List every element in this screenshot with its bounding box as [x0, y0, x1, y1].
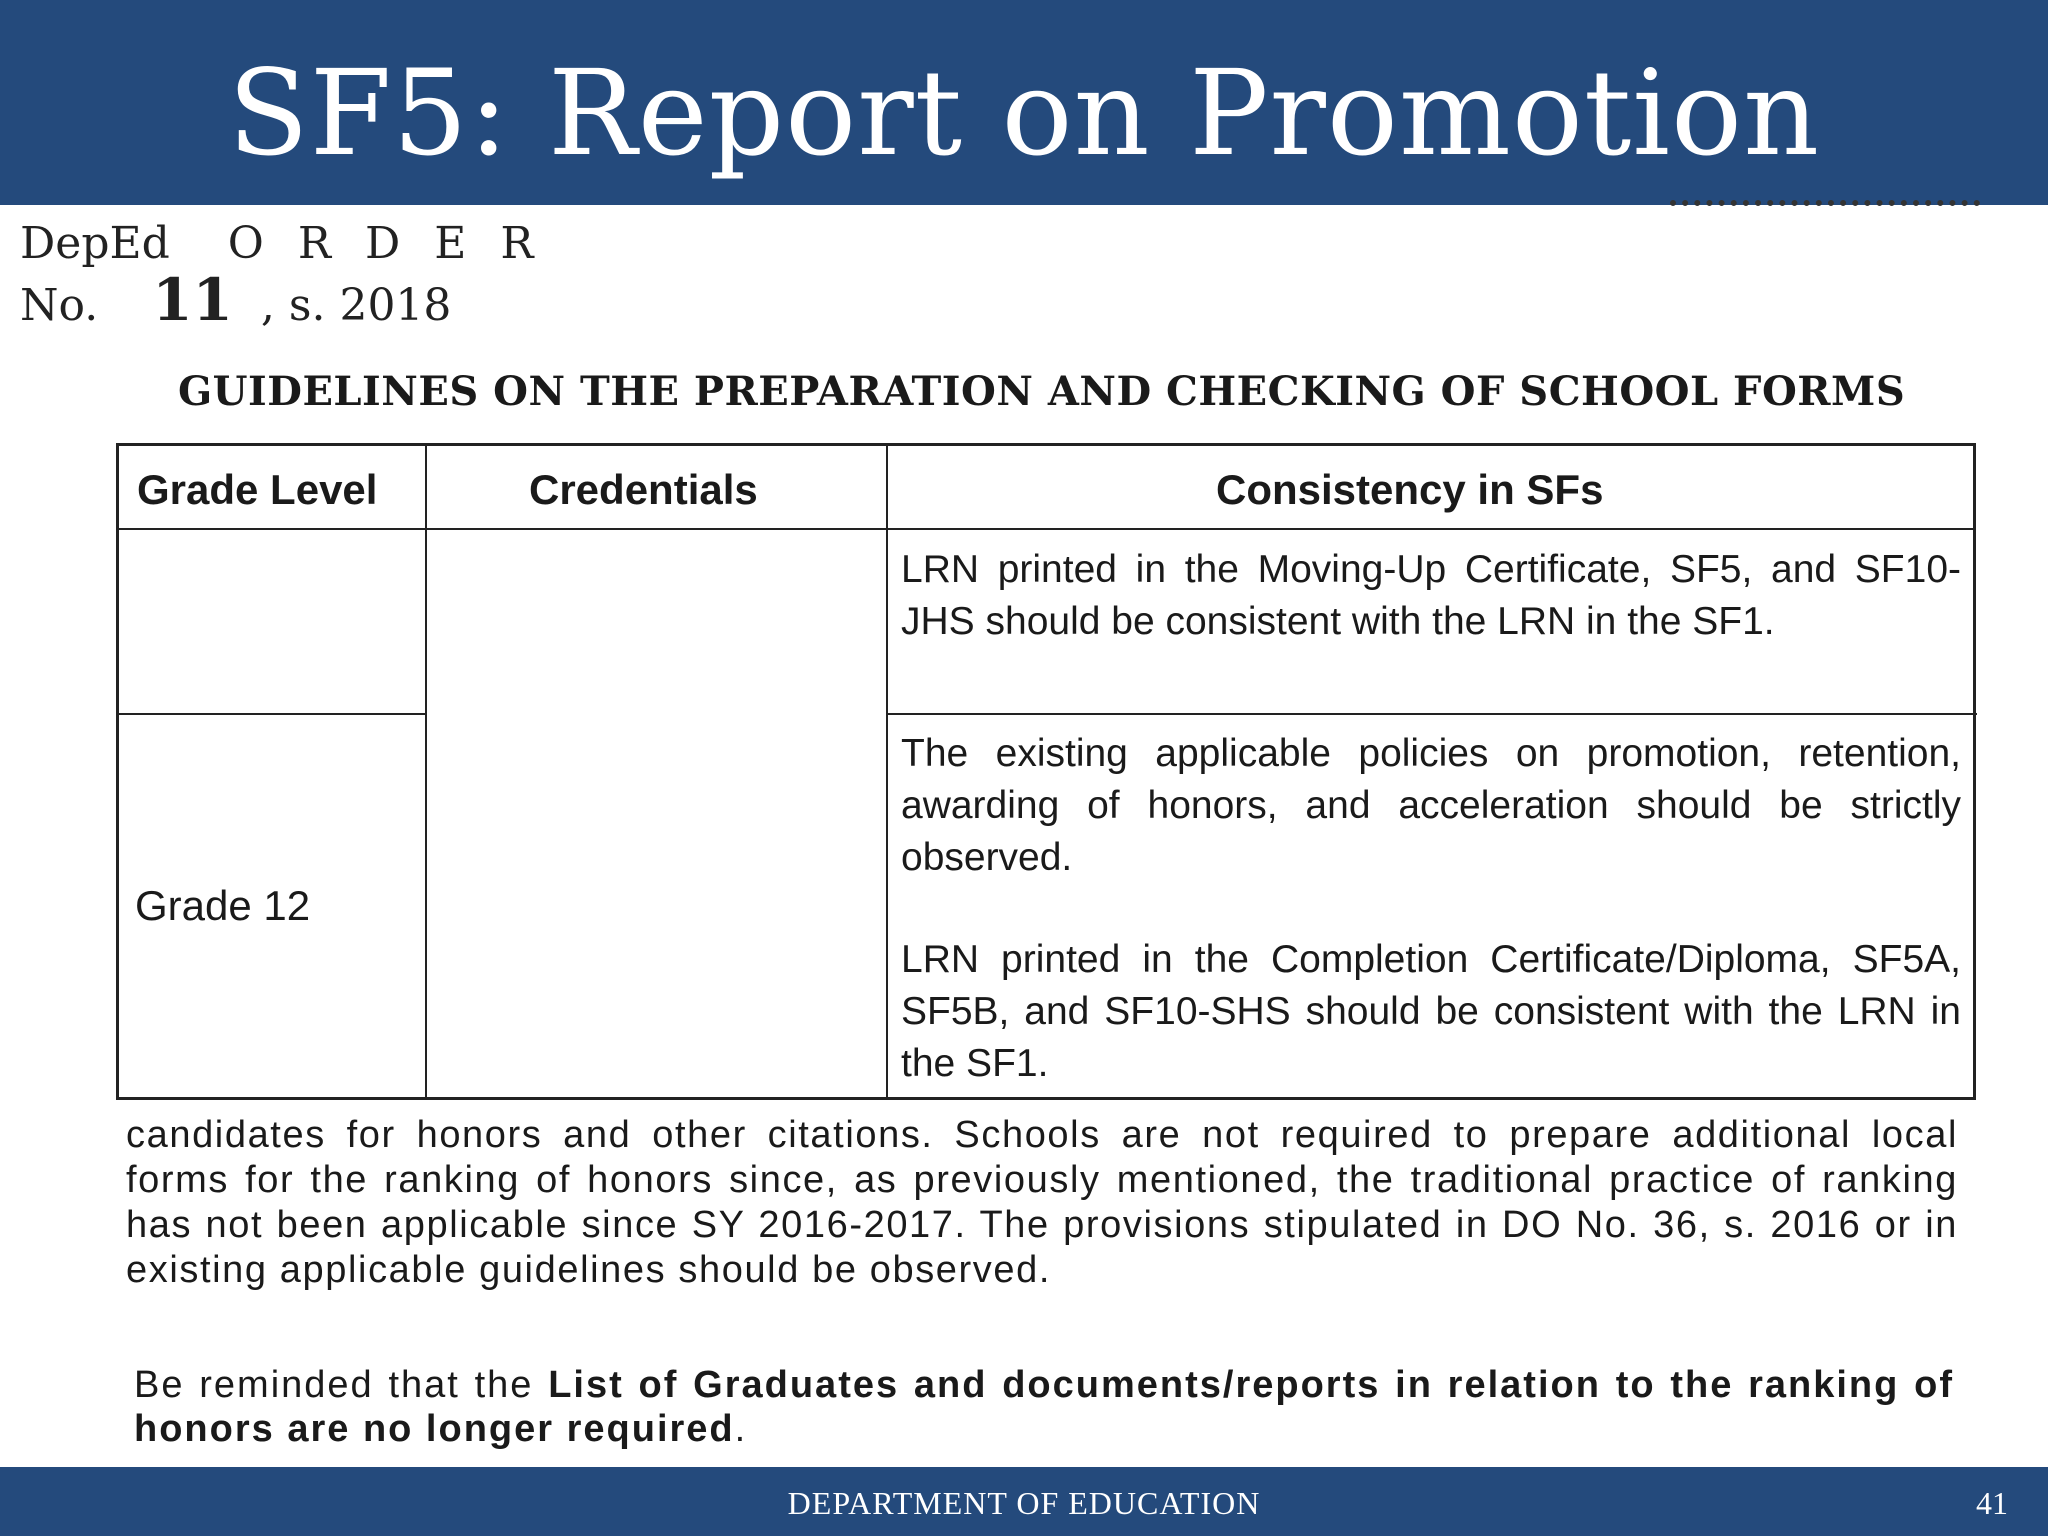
deped-order-block [20, 216, 543, 334]
reminder-bold: List of Graduates and documents/reports in relation to the ranking of honors are no longer required [134, 1364, 1954, 1450]
order-line-2 [20, 266, 543, 334]
col-divider-1 [425, 446, 427, 1097]
row2-grade: Grade 12 [135, 882, 311, 929]
reminder-suffix: . [734, 1408, 748, 1450]
row2-consistency-policies: The existing applicable policies on promotion, retention, awarding of honors, and acceleration should be strictly observed. [901, 732, 1961, 879]
honors-paragraph: candidates for honors and other citations. Schools are not required to prepare additional local forms for the ranking of honors since, as previously mentioned, the traditional practice of ranking has not been applicable since SY 2016-2017. The provisions stipulated in DO No. 36, s. 2016 or in existing applicable guidelines should be observed. [126, 1114, 1958, 1291]
header-consistency: Consistency in SFs [1216, 466, 1604, 513]
order-line-1 [20, 216, 543, 272]
footer-banner [0, 1467, 2048, 1536]
consistency-row-divider [886, 713, 1977, 715]
footer-department: DEPARTMENT OF EDUCATION [787, 1485, 1261, 1521]
reminder-paragraph [134, 1363, 1954, 1451]
title-banner [0, 0, 2048, 205]
header-grade-level: Grade Level [137, 466, 378, 513]
col-divider-2 [886, 446, 888, 1097]
header-credentials: Credentials [529, 466, 758, 513]
header-divider [119, 528, 1973, 530]
row2-consistency-lrn: LRN printed in the Completion Certificate/Diploma, SF5A, SF5B, and SF10-SHS should be consistent with the LRN in the SF1. [901, 938, 1961, 1085]
order-no-label: No. [20, 280, 99, 331]
grade-row-divider [119, 713, 425, 715]
slide-title: SF5: Report on Promotion [227, 44, 1821, 182]
cropped-date-stamp [1670, 200, 1980, 216]
document-heading: GUIDELINES ON THE PREPARATION AND CHECKING OF SCHOOL FORMS [178, 368, 1906, 415]
deped-label: DepEd [20, 218, 170, 269]
row1-consistency: LRN printed in the Moving-Up Certificate, SF5, and SF10-JHS should be consistent with the LRN in the SF1. [901, 548, 1961, 643]
order-series: , s. 2018 [260, 280, 452, 331]
order-word: O R D E R [227, 218, 544, 269]
consistency-table [116, 443, 1976, 1100]
page-number: 41 [1976, 1485, 2008, 1521]
reminder-prefix: Be reminded that the [134, 1364, 549, 1406]
order-number: 11 [152, 266, 233, 334]
